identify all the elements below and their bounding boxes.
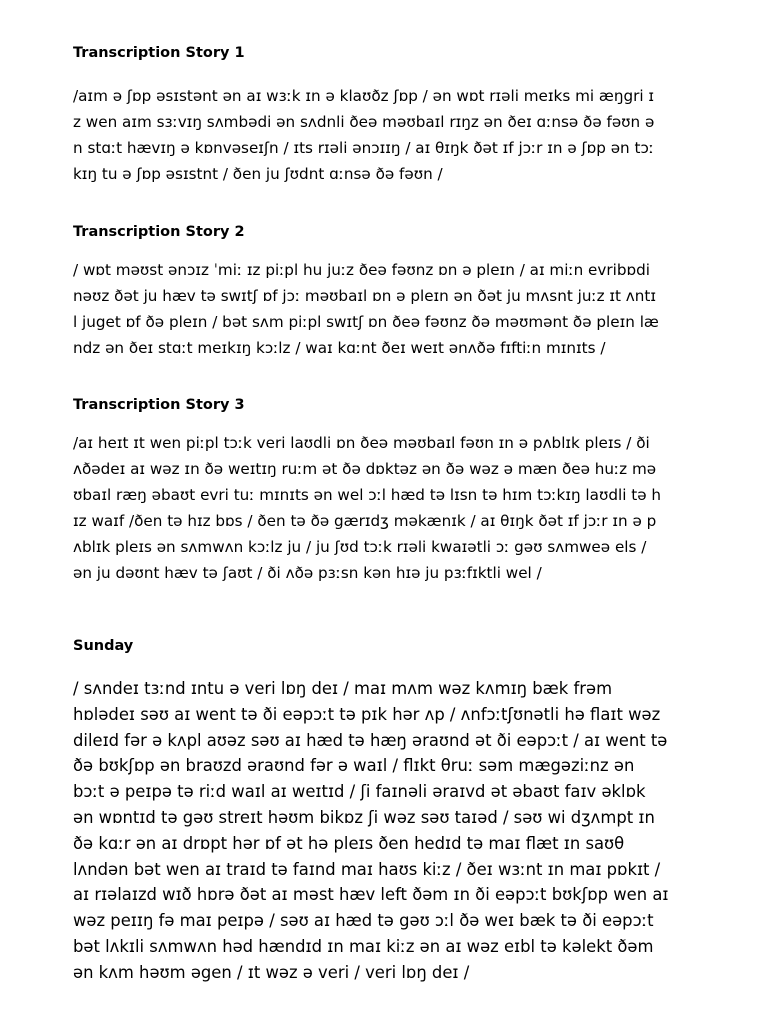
story-3-line: ʊbaɪl ræŋ əbaʊt evri tuː mɪnɪts ən wel ɔːl hæd tə lɪsn tə hɪm tɔːkɪŋ laʊdli tə h xyxy=(73,486,662,504)
story-1-line: kɪŋ tu ə ʃɒp əsɪstnt / ðen ju ʃʊdnt ɑːnsə ðə fəʊn / xyxy=(73,165,443,183)
story-2-line: / wɒt məʊst ənɔɪz ˈmiː ɪz piːpl hu juːz ðeə fəʊnz ɒn ə pleɪn / aɪ miːn evribɒdi xyxy=(73,261,650,279)
sunday-line: / sʌndeɪ tɜːnd ɪntu ə veri lɒŋ deɪ / maɪ mʌm wəz kʌmɪŋ bæk frəm xyxy=(73,679,613,698)
sunday-line: dileɪd fər ə kʌpl aʊəz səʊ aɪ hæd tə hæŋ əraʊnd ət ði eəpɔːt / aɪ went tə xyxy=(73,730,668,750)
sunday-line: hɒlədeɪ səʊ aɪ went tə ði eəpɔːt tə pɪk hər ʌp / ʌnfɔːtʃʊnətli hə flaɪt wəz xyxy=(73,704,661,724)
story-3-title: Transcription Story 3 xyxy=(73,397,245,413)
story-2-transcription xyxy=(73,257,723,361)
story-1-line: /aɪm ə ʃɒp əsɪstənt ən aɪ wɜːk ɪn ə klaʊðz ʃɒp / ən wɒt rɪəli meɪks mi æŋgri ɪ xyxy=(73,87,655,105)
sunday-line: ðə kɑːr ən aɪ drɒpt hər ɒf ət hə pleɪs ðen hedɪd tə maɪ flæt ɪn saʊθ xyxy=(73,833,625,853)
sunday-line: ən wɒntɪd tə gəʊ streɪt həʊm bikɒz ʃi wəz səʊ taɪəd / səʊ wi dʒʌmpt ɪn xyxy=(73,807,655,827)
story-3-line: ɪz waɪf /ðen tə hɪz bɒs / ðen tə ðə gærɪdʒ məkænɪk / aɪ θɪŋk ðət ɪf jɔːr ɪn ə p xyxy=(73,512,657,530)
story-1-line: n stɑːt hævɪŋ ə kɒnvəseɪʃn / ɪts rɪəli ənɔɪɪŋ / aɪ θɪŋk ðət ɪf jɔːr ɪn ə ʃɒp ən tɔː xyxy=(73,139,654,157)
sunday-line: lʌndən bət wen aɪ traɪd tə faɪnd maɪ haʊs kiːz / ðeɪ wɜːnt ɪn maɪ pɒkɪt / xyxy=(73,859,661,879)
story-2-line: ndz ən ðeɪ stɑːt meɪkɪŋ kɔːlz / waɪ kɑːnt ðeɪ weɪt ənʌðə fɪftiːn mɪnɪts / xyxy=(73,339,606,357)
sunday-line: wəz peɪɪŋ fə maɪ peɪpə / səʊ aɪ hæd tə gəʊ ɔːl ðə weɪ bæk tə ði eəpɔːt xyxy=(73,911,654,931)
story-2-line: l juget ɒf ðə pleɪn / bət sʌm piːpl swɪtʃ ɒn ðeə fəʊnz ðə məʊmənt ðə pleɪn læ xyxy=(73,313,659,331)
sunday-transcription xyxy=(73,676,723,986)
sunday-line: ən kʌm həʊm əgen / ɪt wəz ə veri / veri lɒŋ deɪ / xyxy=(73,962,470,982)
sunday-line: bət lʌkɪli sʌmwʌn həd hændɪd ɪn maɪ kiːz ən aɪ wəz eɪbl tə kəlekt ðəm xyxy=(73,936,654,956)
story-2-title: Transcription Story 2 xyxy=(73,224,245,240)
story-3-line: /aɪ heɪt ɪt wen piːpl tɔːk veri laʊdli ɒn ðeə məʊbaɪl fəʊn ɪn ə pʌblɪk pleɪs / ði xyxy=(73,434,650,452)
story-2-line: nəʊz ðət ju hæv tə swɪtʃ ɒf jɔː məʊbaɪl ɒn ə pleɪn ən ðət ju mʌsnt juːz ɪt ʌntɪ xyxy=(73,287,657,305)
story-3-line: ʌðədeɪ aɪ wəz ɪn ðə weɪtɪŋ ruːm ət ðə dɒktəz ən ðə wəz ə mæn ðeə huːz mə xyxy=(73,460,657,478)
sunday-line: bɔːt ə peɪpə tə riːd waɪl aɪ weɪtɪd / ʃi faɪnəli əraɪvd ət əbaʊt faɪv əklɒk xyxy=(73,782,646,802)
sunday-line: aɪ rɪəlaɪzd wɪð hɒrə ðət aɪ məst hæv left ðəm ɪn ði eəpɔːt bʊkʃɒp wen aɪ xyxy=(73,885,669,905)
sunday-line: ðə bʊkʃɒp ən braʊzd əraʊnd fər ə waɪl / flɪkt θruː səm mægəziːnz ən xyxy=(73,756,635,776)
sunday-title: Sunday xyxy=(73,638,134,654)
story-1-transcription xyxy=(73,83,723,187)
story-3-transcription xyxy=(73,430,723,586)
story-1-title: Transcription Story 1 xyxy=(73,45,245,61)
story-3-line: ʌblɪk pleɪs ən sʌmwʌn kɔːlz ju / ju ʃʊd tɔːk rɪəli kwaɪətli ɔː gəʊ sʌmweə els / xyxy=(73,538,647,556)
story-3-line: ən ju dəʊnt hæv tə ʃaʊt / ði ʌðə pɜːsn kən hɪə ju pɜːfɪktli wel / xyxy=(73,564,542,582)
story-1-line: z wen aɪm sɜːvɪŋ sʌmbədi ən sʌdnli ðeə məʊbaɪl rɪŋz ən ðeɪ ɑːnsə ðə fəʊn ə xyxy=(73,113,655,131)
